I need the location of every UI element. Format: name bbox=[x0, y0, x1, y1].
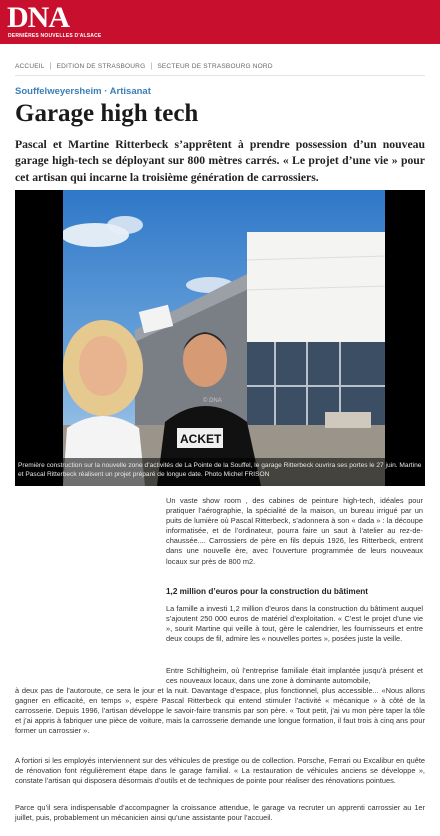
header-divider bbox=[15, 75, 425, 76]
breadcrumb bbox=[15, 59, 273, 73]
article-subheading: 1,2 million d’euros pour la construction du bâtiment bbox=[166, 587, 368, 596]
photo-illustration bbox=[15, 190, 425, 486]
site-logo-subtitle: DERNIÈRES NOUVELLES D'ALSACE bbox=[8, 33, 102, 39]
article-lead: Pascal et Martine Ritterbeck s’apprêtent à prendre possession d’un nouveau garage high-tech se déployant sur 800 mètres carrés. « Le projet d’une vie » pour cet artisan qui incarne la troisième génération de carrossiers. bbox=[15, 138, 425, 184]
article-paragraph-5: Parce qu’il sera indispensable d’accompagner la croissance attendue, le garage va recruter un apprenti carrossier au 1er juillet, puis, probablement un mécanicien ainsi qu’une assistante pour l’accueil. bbox=[15, 803, 425, 823]
article-kicker[interactable]: Souffelweyersheim · Artisanat bbox=[15, 86, 151, 97]
article-paragraph-1: Un vaste show room , des cabines de peinture high-tech, idéales pour pratiquer l’aérographie, la spécialité de la maison, un bureau irrigué par un puits de lumière où Pascal Ritterbeck, s’adonnera à son « dada » : la découpe informatisée, et de l’ordinateur, pourra faire un saut à l’atelier au rez-de-chaussée.... Carrossiers de père en fils depuis 1926, les Ritterbeck, entrent dans une nouvelle ère, avec l’ouverture programmée de leurs nouveaux locaux sur près de 800 m2. bbox=[166, 496, 423, 566]
breadcrumb-sector[interactable]: SECTEUR DE STRASBOURG NORD bbox=[157, 62, 273, 70]
jacket-lettering: ACKET bbox=[180, 432, 222, 446]
breadcrumb-edition[interactable]: EDITION DE STRASBOURG bbox=[56, 62, 146, 70]
breadcrumb-separator-icon: | bbox=[49, 62, 52, 70]
photo-watermark: © DNA bbox=[203, 398, 222, 404]
article-title: Garage high tech bbox=[15, 100, 199, 127]
site-header bbox=[0, 0, 440, 44]
article-paragraph-2: La famille a investi 1,2 million d’euros dans la construction du bâtiment auquel s’ajoutent 250 000 euros de matériel d’exploitation. « C’est le projet d’une vie », sourit Martine qui veille à tout, gère le calendrier, les fournisseurs et entre deux coups de fil, admire les « nouvelles portes », posées juste la veille. bbox=[166, 604, 423, 644]
breadcrumb-separator-icon: | bbox=[150, 62, 153, 70]
article-paragraph-3-end: à deux pas de l’autoroute, ce sera le jour et la nuit. Davantage d’espace, plus fonctionnel, plus accessible... «Nous allons gagner en efficacité, en temps », espère Pascal Ritterbeck qui entend stimuler l’activité « mécanique » à côté de la carrosserie. Depuis 1996, l’artisan développe le savoir-faire transmis par son père. « Tout petit, j’ai vu mon père taper la tôle et j’ai appris à fabriquer une pièce de voiture, mais la carrosserie demande une longue formation, il faut trois à cinq ans pour former un carrossier ». bbox=[15, 686, 425, 736]
photo-caption: Première construction sur la nouvelle zone d’activités de La Pointe de la Souffel, le garage Ritterbeck ouvrira ses portes le 27 juin. Martine et Pascal Ritterbeck réalisent un projet préparé de longue date. Photo Michel FRISON bbox=[18, 462, 422, 478]
article-paragraph-3-start: Entre Schiltigheim, où l’entreprise familiale était implantée jusqu’à présent et ces nouveaux locaux, dans une zone à dominante automobile, bbox=[166, 666, 423, 686]
article-photo[interactable] bbox=[15, 190, 425, 486]
site-logo[interactable]: DNA bbox=[7, 1, 69, 34]
article-paragraph-4: A fortiori si les employés interviennent sur des véhicules de prestige ou de collection. Porsche, Ferrari ou Excalibur en quête de rénovation font régulièrement étape dans le garage familial. « La restauration de véhicules anciens se développe », constate l’artisan qui disposera désormais d’outils et de techniques de pointe pour réaliser des rénovations pointues. bbox=[15, 756, 425, 786]
breadcrumb-home[interactable]: ACCUEIL bbox=[15, 62, 45, 70]
